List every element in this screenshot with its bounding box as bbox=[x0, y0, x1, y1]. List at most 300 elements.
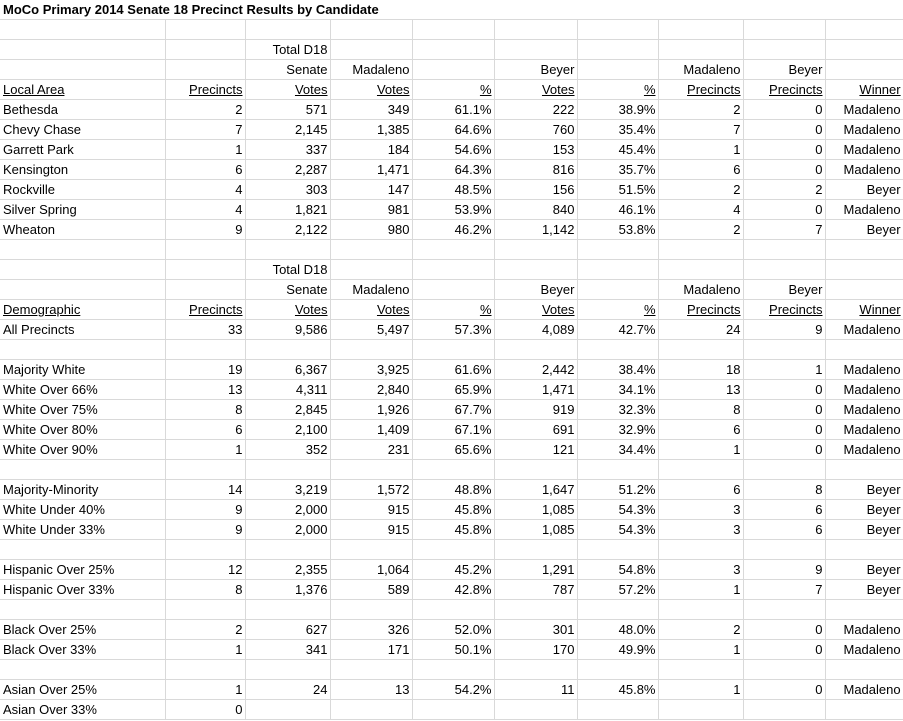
header-total-line1[interactable]: Total D18 bbox=[245, 40, 330, 60]
cell-beyer-votes[interactable]: 121 bbox=[494, 440, 577, 460]
cell[interactable] bbox=[165, 240, 245, 260]
cell-madaleno-pct[interactable]: 61.1% bbox=[412, 100, 494, 120]
cell[interactable] bbox=[412, 460, 494, 480]
header-total-line2[interactable]: Senate bbox=[245, 60, 330, 80]
header-beyer-votes[interactable]: Votes bbox=[494, 300, 577, 320]
cell-madaleno-votes[interactable]: 915 bbox=[330, 520, 412, 540]
cell-madaleno-pct[interactable]: 64.6% bbox=[412, 120, 494, 140]
cell[interactable] bbox=[245, 460, 330, 480]
cell[interactable] bbox=[494, 460, 577, 480]
cell-madaleno-votes[interactable]: 349 bbox=[330, 100, 412, 120]
cell-madaleno-pct[interactable]: 65.6% bbox=[412, 440, 494, 460]
cell-beyer-votes[interactable]: 1,085 bbox=[494, 520, 577, 540]
cell-label[interactable]: Hispanic Over 25% bbox=[0, 560, 165, 580]
cell[interactable] bbox=[577, 20, 658, 40]
cell-madaleno-pct[interactable]: 57.3% bbox=[412, 320, 494, 340]
header-beyer-votes[interactable]: Votes bbox=[494, 80, 577, 100]
cell-madaleno-votes[interactable]: 1,385 bbox=[330, 120, 412, 140]
cell-madaleno-pct[interactable]: 61.6% bbox=[412, 360, 494, 380]
cell-total-votes[interactable]: 2,355 bbox=[245, 560, 330, 580]
cell[interactable] bbox=[165, 60, 245, 80]
cell[interactable] bbox=[165, 540, 245, 560]
cell-label[interactable]: White Over 90% bbox=[0, 440, 165, 460]
cell-madaleno-precincts[interactable]: 24 bbox=[658, 320, 743, 340]
cell-winner[interactable]: Madaleno bbox=[825, 620, 903, 640]
cell-madaleno-precincts[interactable]: 2 bbox=[658, 620, 743, 640]
cell-precincts[interactable]: 0 bbox=[165, 700, 245, 720]
header-beyer-pct[interactable]: % bbox=[577, 300, 658, 320]
cell[interactable] bbox=[577, 540, 658, 560]
cell-label[interactable]: Majority-Minority bbox=[0, 480, 165, 500]
cell[interactable] bbox=[412, 540, 494, 560]
cell-winner[interactable]: Madaleno bbox=[825, 360, 903, 380]
cell-beyer-pct[interactable]: 35.4% bbox=[577, 120, 658, 140]
cell[interactable] bbox=[825, 40, 903, 60]
cell[interactable] bbox=[245, 240, 330, 260]
cell[interactable] bbox=[0, 280, 165, 300]
cell-precincts[interactable]: 6 bbox=[165, 160, 245, 180]
cell[interactable] bbox=[825, 60, 903, 80]
cell-precincts[interactable]: 1 bbox=[165, 440, 245, 460]
cell-madaleno-pct[interactable]: 64.3% bbox=[412, 160, 494, 180]
cell[interactable] bbox=[245, 540, 330, 560]
cell-precincts[interactable]: 2 bbox=[165, 100, 245, 120]
cell[interactable] bbox=[825, 460, 903, 480]
cell-beyer-precincts[interactable]: 0 bbox=[743, 400, 825, 420]
cell-precincts[interactable]: 1 bbox=[165, 640, 245, 660]
cell[interactable] bbox=[412, 600, 494, 620]
cell-total-votes[interactable]: 341 bbox=[245, 640, 330, 660]
cell-beyer-pct[interactable]: 45.8% bbox=[577, 680, 658, 700]
header-total-votes[interactable]: Votes bbox=[245, 80, 330, 100]
cell-total-votes[interactable]: 352 bbox=[245, 440, 330, 460]
cell-beyer-precincts[interactable]: 7 bbox=[743, 580, 825, 600]
cell-total-votes[interactable]: 2,000 bbox=[245, 520, 330, 540]
cell-beyer-precincts[interactable]: 7 bbox=[743, 220, 825, 240]
cell-beyer-precincts[interactable]: 0 bbox=[743, 100, 825, 120]
cell[interactable] bbox=[658, 340, 743, 360]
cell[interactable] bbox=[825, 340, 903, 360]
header-winner[interactable]: Winner bbox=[825, 300, 903, 320]
cell[interactable] bbox=[0, 240, 165, 260]
cell-madaleno-votes[interactable]: 171 bbox=[330, 640, 412, 660]
header-precincts[interactable]: Precincts bbox=[165, 300, 245, 320]
cell[interactable] bbox=[658, 260, 743, 280]
cell-winner[interactable]: Madaleno bbox=[825, 100, 903, 120]
cell-madaleno-votes[interactable]: 184 bbox=[330, 140, 412, 160]
cell-madaleno-votes[interactable] bbox=[330, 700, 412, 720]
cell[interactable] bbox=[494, 340, 577, 360]
cell-beyer-pct[interactable]: 34.4% bbox=[577, 440, 658, 460]
cell[interactable] bbox=[330, 240, 412, 260]
cell-beyer-precincts[interactable]: 2 bbox=[743, 180, 825, 200]
cell-madaleno-pct[interactable]: 48.8% bbox=[412, 480, 494, 500]
cell-beyer-precincts[interactable]: 6 bbox=[743, 520, 825, 540]
cell-beyer-precincts[interactable]: 0 bbox=[743, 640, 825, 660]
cell[interactable] bbox=[577, 240, 658, 260]
cell-beyer-votes[interactable]: 1,291 bbox=[494, 560, 577, 580]
cell-madaleno-precincts[interactable]: 6 bbox=[658, 420, 743, 440]
cell-winner[interactable]: Madaleno bbox=[825, 420, 903, 440]
cell-beyer-pct[interactable]: 54.3% bbox=[577, 500, 658, 520]
cell-madaleno-votes[interactable]: 915 bbox=[330, 500, 412, 520]
cell-winner[interactable]: Madaleno bbox=[825, 440, 903, 460]
cell-precincts[interactable]: 9 bbox=[165, 500, 245, 520]
cell-beyer-votes[interactable]: 2,442 bbox=[494, 360, 577, 380]
cell-madaleno-votes[interactable]: 1,064 bbox=[330, 560, 412, 580]
cell-label[interactable]: White Over 66% bbox=[0, 380, 165, 400]
cell-beyer-precincts[interactable]: 0 bbox=[743, 120, 825, 140]
cell-beyer-pct[interactable]: 54.3% bbox=[577, 520, 658, 540]
cell[interactable] bbox=[577, 660, 658, 680]
header-beyer-pct[interactable]: % bbox=[577, 80, 658, 100]
header-madaleno-votes[interactable]: Votes bbox=[330, 300, 412, 320]
header-demographic[interactable]: Demographic bbox=[0, 300, 165, 320]
cell-precincts[interactable]: 33 bbox=[165, 320, 245, 340]
cell-winner[interactable]: Madaleno bbox=[825, 140, 903, 160]
cell-winner[interactable]: Madaleno bbox=[825, 160, 903, 180]
cell[interactable] bbox=[165, 260, 245, 280]
cell-beyer-pct[interactable]: 54.8% bbox=[577, 560, 658, 580]
cell-beyer-pct[interactable]: 42.7% bbox=[577, 320, 658, 340]
cell-madaleno-precincts[interactable]: 1 bbox=[658, 440, 743, 460]
cell-madaleno-votes[interactable]: 147 bbox=[330, 180, 412, 200]
cell[interactable] bbox=[494, 40, 577, 60]
cell-madaleno-votes[interactable]: 981 bbox=[330, 200, 412, 220]
cell-beyer-votes[interactable]: 1,142 bbox=[494, 220, 577, 240]
cell[interactable] bbox=[0, 60, 165, 80]
cell[interactable] bbox=[825, 540, 903, 560]
cell-label[interactable]: Bethesda bbox=[0, 100, 165, 120]
cell-madaleno-votes[interactable]: 1,926 bbox=[330, 400, 412, 420]
header-beyer-precincts[interactable]: Precincts bbox=[743, 80, 825, 100]
cell-winner[interactable]: Madaleno bbox=[825, 400, 903, 420]
cell-precincts[interactable]: 7 bbox=[165, 120, 245, 140]
cell-total-votes[interactable]: 3,219 bbox=[245, 480, 330, 500]
cell[interactable] bbox=[658, 540, 743, 560]
cell-madaleno-precincts[interactable] bbox=[658, 700, 743, 720]
cell-label[interactable]: Kensington bbox=[0, 160, 165, 180]
cell[interactable] bbox=[825, 240, 903, 260]
header-total-votes[interactable]: Votes bbox=[245, 300, 330, 320]
cell[interactable] bbox=[412, 280, 494, 300]
cell-beyer-pct[interactable] bbox=[577, 700, 658, 720]
cell-precincts[interactable]: 19 bbox=[165, 360, 245, 380]
header-beyer-line1[interactable]: Beyer bbox=[494, 280, 577, 300]
cell-madaleno-precincts[interactable]: 6 bbox=[658, 480, 743, 500]
cell-precincts[interactable]: 8 bbox=[165, 580, 245, 600]
cell-precincts[interactable]: 6 bbox=[165, 420, 245, 440]
cell-beyer-votes[interactable]: 222 bbox=[494, 100, 577, 120]
cell-madaleno-precincts[interactable]: 6 bbox=[658, 160, 743, 180]
cell[interactable] bbox=[743, 20, 825, 40]
cell[interactable] bbox=[577, 600, 658, 620]
cell-label[interactable]: Asian Over 25% bbox=[0, 680, 165, 700]
cell-total-votes[interactable] bbox=[245, 700, 330, 720]
header-madaleno-precincts[interactable]: Precincts bbox=[658, 80, 743, 100]
cell-total-votes[interactable]: 2,845 bbox=[245, 400, 330, 420]
cell-beyer-pct[interactable]: 53.8% bbox=[577, 220, 658, 240]
cell[interactable] bbox=[412, 20, 494, 40]
cell[interactable] bbox=[0, 540, 165, 560]
cell-total-votes[interactable]: 2,287 bbox=[245, 160, 330, 180]
cell-beyer-precincts[interactable]: 0 bbox=[743, 680, 825, 700]
cell[interactable] bbox=[165, 40, 245, 60]
cell[interactable] bbox=[577, 280, 658, 300]
cell-total-votes[interactable]: 627 bbox=[245, 620, 330, 640]
cell-label[interactable]: Black Over 33% bbox=[0, 640, 165, 660]
cell-label[interactable]: White Under 33% bbox=[0, 520, 165, 540]
cell[interactable] bbox=[245, 660, 330, 680]
cell-winner[interactable]: Beyer bbox=[825, 180, 903, 200]
header-precincts[interactable]: Precincts bbox=[165, 80, 245, 100]
cell-beyer-pct[interactable]: 32.9% bbox=[577, 420, 658, 440]
cell-beyer-pct[interactable]: 38.4% bbox=[577, 360, 658, 380]
cell-madaleno-precincts[interactable]: 2 bbox=[658, 220, 743, 240]
cell-beyer-pct[interactable]: 49.9% bbox=[577, 640, 658, 660]
cell-madaleno-precincts[interactable]: 3 bbox=[658, 560, 743, 580]
cell-beyer-votes[interactable]: 1,085 bbox=[494, 500, 577, 520]
header-madaleno-precincts-line1[interactable]: Madaleno bbox=[658, 60, 743, 80]
cell-label[interactable]: Rockville bbox=[0, 180, 165, 200]
cell[interactable] bbox=[245, 20, 330, 40]
cell-total-votes[interactable]: 571 bbox=[245, 100, 330, 120]
cell[interactable] bbox=[825, 260, 903, 280]
cell-madaleno-pct[interactable]: 50.1% bbox=[412, 640, 494, 660]
cell-precincts[interactable]: 1 bbox=[165, 140, 245, 160]
cell-beyer-pct[interactable]: 34.1% bbox=[577, 380, 658, 400]
cell[interactable] bbox=[658, 240, 743, 260]
header-madaleno-precincts-line1[interactable]: Madaleno bbox=[658, 280, 743, 300]
cell-beyer-pct[interactable]: 38.9% bbox=[577, 100, 658, 120]
cell-beyer-votes[interactable]: 787 bbox=[494, 580, 577, 600]
cell[interactable] bbox=[577, 60, 658, 80]
cell[interactable] bbox=[330, 260, 412, 280]
cell-winner[interactable]: Madaleno bbox=[825, 640, 903, 660]
cell[interactable] bbox=[658, 20, 743, 40]
cell-madaleno-votes[interactable]: 326 bbox=[330, 620, 412, 640]
cell[interactable] bbox=[658, 660, 743, 680]
cell-madaleno-pct[interactable]: 45.2% bbox=[412, 560, 494, 580]
cell[interactable] bbox=[743, 460, 825, 480]
cell-label[interactable]: Garrett Park bbox=[0, 140, 165, 160]
cell-label[interactable]: Asian Over 33% bbox=[0, 700, 165, 720]
header-beyer-line1[interactable]: Beyer bbox=[494, 60, 577, 80]
cell[interactable] bbox=[494, 240, 577, 260]
cell-madaleno-precincts[interactable]: 1 bbox=[658, 680, 743, 700]
cell[interactable] bbox=[743, 240, 825, 260]
cell[interactable] bbox=[743, 40, 825, 60]
cell-madaleno-votes[interactable]: 1,572 bbox=[330, 480, 412, 500]
cell-precincts[interactable]: 8 bbox=[165, 400, 245, 420]
cell[interactable] bbox=[0, 460, 165, 480]
cell-madaleno-precincts[interactable]: 1 bbox=[658, 140, 743, 160]
cell-madaleno-votes[interactable]: 1,409 bbox=[330, 420, 412, 440]
cell-beyer-votes[interactable]: 840 bbox=[494, 200, 577, 220]
cell[interactable] bbox=[743, 540, 825, 560]
cell[interactable] bbox=[743, 660, 825, 680]
cell-winner[interactable]: Madaleno bbox=[825, 680, 903, 700]
cell-madaleno-precincts[interactable]: 3 bbox=[658, 500, 743, 520]
cell-total-votes[interactable]: 2,000 bbox=[245, 500, 330, 520]
cell-total-votes[interactable]: 24 bbox=[245, 680, 330, 700]
cell[interactable] bbox=[658, 40, 743, 60]
cell-total-votes[interactable]: 1,376 bbox=[245, 580, 330, 600]
cell[interactable] bbox=[412, 260, 494, 280]
cell-beyer-votes[interactable]: 1,647 bbox=[494, 480, 577, 500]
cell-beyer-precincts[interactable]: 0 bbox=[743, 420, 825, 440]
cell-beyer-votes[interactable]: 760 bbox=[494, 120, 577, 140]
header-winner[interactable]: Winner bbox=[825, 80, 903, 100]
cell-madaleno-pct[interactable]: 54.2% bbox=[412, 680, 494, 700]
header-beyer-precincts-line1[interactable]: Beyer bbox=[743, 60, 825, 80]
cell-beyer-precincts[interactable]: 9 bbox=[743, 560, 825, 580]
cell[interactable] bbox=[330, 340, 412, 360]
cell-precincts[interactable]: 9 bbox=[165, 520, 245, 540]
cell-beyer-precincts[interactable]: 0 bbox=[743, 200, 825, 220]
cell-madaleno-pct[interactable]: 53.9% bbox=[412, 200, 494, 220]
cell[interactable] bbox=[330, 660, 412, 680]
cell-madaleno-pct[interactable]: 48.5% bbox=[412, 180, 494, 200]
header-beyer-precincts[interactable]: Precincts bbox=[743, 300, 825, 320]
cell-winner[interactable]: Beyer bbox=[825, 520, 903, 540]
cell-beyer-precincts[interactable] bbox=[743, 700, 825, 720]
cell-label[interactable]: All Precincts bbox=[0, 320, 165, 340]
cell-total-votes[interactable]: 2,122 bbox=[245, 220, 330, 240]
cell[interactable] bbox=[165, 460, 245, 480]
header-local-area[interactable]: Local Area bbox=[0, 80, 165, 100]
cell-precincts[interactable]: 14 bbox=[165, 480, 245, 500]
cell[interactable] bbox=[165, 340, 245, 360]
cell[interactable] bbox=[743, 260, 825, 280]
cell-total-votes[interactable]: 337 bbox=[245, 140, 330, 160]
cell[interactable] bbox=[494, 540, 577, 560]
cell-total-votes[interactable]: 2,100 bbox=[245, 420, 330, 440]
cell-precincts[interactable]: 9 bbox=[165, 220, 245, 240]
cell-precincts[interactable]: 4 bbox=[165, 180, 245, 200]
cell-beyer-precincts[interactable]: 0 bbox=[743, 620, 825, 640]
cell-precincts[interactable]: 13 bbox=[165, 380, 245, 400]
cell-label[interactable]: Silver Spring bbox=[0, 200, 165, 220]
cell-beyer-pct[interactable]: 32.3% bbox=[577, 400, 658, 420]
cell-label[interactable]: Wheaton bbox=[0, 220, 165, 240]
cell-beyer-precincts[interactable]: 9 bbox=[743, 320, 825, 340]
cell[interactable] bbox=[494, 20, 577, 40]
cell-madaleno-precincts[interactable]: 3 bbox=[658, 520, 743, 540]
cell-winner[interactable]: Madaleno bbox=[825, 320, 903, 340]
cell-madaleno-precincts[interactable]: 1 bbox=[658, 580, 743, 600]
cell-beyer-votes[interactable] bbox=[494, 700, 577, 720]
cell[interactable] bbox=[577, 460, 658, 480]
cell[interactable] bbox=[743, 600, 825, 620]
cell[interactable] bbox=[577, 340, 658, 360]
cell-madaleno-precincts[interactable]: 18 bbox=[658, 360, 743, 380]
cell-madaleno-precincts[interactable]: 2 bbox=[658, 180, 743, 200]
cell[interactable] bbox=[245, 340, 330, 360]
cell[interactable] bbox=[330, 600, 412, 620]
cell[interactable] bbox=[412, 60, 494, 80]
cell-madaleno-votes[interactable]: 1,471 bbox=[330, 160, 412, 180]
cell[interactable] bbox=[0, 40, 165, 60]
cell-beyer-votes[interactable]: 919 bbox=[494, 400, 577, 420]
cell-winner[interactable]: Beyer bbox=[825, 220, 903, 240]
cell[interactable] bbox=[245, 600, 330, 620]
cell-beyer-pct[interactable]: 46.1% bbox=[577, 200, 658, 220]
cell[interactable] bbox=[165, 600, 245, 620]
cell-precincts[interactable]: 4 bbox=[165, 200, 245, 220]
header-madaleno-precincts[interactable]: Precincts bbox=[658, 300, 743, 320]
cell[interactable] bbox=[0, 260, 165, 280]
cell-total-votes[interactable]: 2,145 bbox=[245, 120, 330, 140]
cell[interactable] bbox=[825, 660, 903, 680]
cell-beyer-votes[interactable]: 153 bbox=[494, 140, 577, 160]
cell[interactable] bbox=[330, 540, 412, 560]
cell[interactable] bbox=[658, 600, 743, 620]
cell-winner[interactable] bbox=[825, 700, 903, 720]
cell-madaleno-precincts[interactable]: 2 bbox=[658, 100, 743, 120]
cell-label[interactable]: Majority White bbox=[0, 360, 165, 380]
cell-winner[interactable]: Madaleno bbox=[825, 200, 903, 220]
cell-madaleno-precincts[interactable]: 4 bbox=[658, 200, 743, 220]
cell[interactable] bbox=[165, 660, 245, 680]
cell-total-votes[interactable]: 303 bbox=[245, 180, 330, 200]
cell-madaleno-pct[interactable]: 45.8% bbox=[412, 520, 494, 540]
cell[interactable] bbox=[825, 20, 903, 40]
cell[interactable] bbox=[577, 260, 658, 280]
cell-beyer-precincts[interactable]: 0 bbox=[743, 160, 825, 180]
cell[interactable] bbox=[0, 340, 165, 360]
cell[interactable] bbox=[577, 40, 658, 60]
cell-madaleno-votes[interactable]: 5,497 bbox=[330, 320, 412, 340]
cell-beyer-pct[interactable]: 35.7% bbox=[577, 160, 658, 180]
cell-madaleno-pct[interactable]: 54.6% bbox=[412, 140, 494, 160]
cell-madaleno-pct[interactable]: 67.1% bbox=[412, 420, 494, 440]
cell-beyer-pct[interactable]: 51.5% bbox=[577, 180, 658, 200]
cell[interactable] bbox=[412, 340, 494, 360]
cell[interactable] bbox=[658, 460, 743, 480]
cell[interactable] bbox=[0, 600, 165, 620]
cell-beyer-pct[interactable]: 51.2% bbox=[577, 480, 658, 500]
cell-beyer-votes[interactable]: 156 bbox=[494, 180, 577, 200]
cell-madaleno-votes[interactable]: 13 bbox=[330, 680, 412, 700]
header-madaleno-line1[interactable]: Madaleno bbox=[330, 60, 412, 80]
cell-precincts[interactable]: 12 bbox=[165, 560, 245, 580]
cell[interactable] bbox=[0, 20, 165, 40]
cell-beyer-precincts[interactable]: 6 bbox=[743, 500, 825, 520]
cell-winner[interactable]: Beyer bbox=[825, 560, 903, 580]
cell-madaleno-precincts[interactable]: 13 bbox=[658, 380, 743, 400]
cell-madaleno-pct[interactable]: 65.9% bbox=[412, 380, 494, 400]
cell[interactable] bbox=[494, 260, 577, 280]
cell-madaleno-pct[interactable]: 46.2% bbox=[412, 220, 494, 240]
sheet-title[interactable]: MoCo Primary 2014 Senate 18 Precinct Results by Candidate bbox=[0, 0, 903, 20]
cell-madaleno-pct[interactable]: 52.0% bbox=[412, 620, 494, 640]
cell[interactable] bbox=[494, 660, 577, 680]
cell[interactable] bbox=[412, 660, 494, 680]
cell-madaleno-pct[interactable]: 42.8% bbox=[412, 580, 494, 600]
cell-label[interactable]: Black Over 25% bbox=[0, 620, 165, 640]
cell-beyer-votes[interactable]: 11 bbox=[494, 680, 577, 700]
cell-madaleno-pct[interactable]: 45.8% bbox=[412, 500, 494, 520]
cell-beyer-votes[interactable]: 170 bbox=[494, 640, 577, 660]
cell-beyer-pct[interactable]: 48.0% bbox=[577, 620, 658, 640]
cell-precincts[interactable]: 2 bbox=[165, 620, 245, 640]
header-beyer-precincts-line1[interactable]: Beyer bbox=[743, 280, 825, 300]
cell-label[interactable]: White Over 75% bbox=[0, 400, 165, 420]
header-madaleno-pct[interactable]: % bbox=[412, 300, 494, 320]
cell-total-votes[interactable]: 1,821 bbox=[245, 200, 330, 220]
cell-madaleno-precincts[interactable]: 1 bbox=[658, 640, 743, 660]
